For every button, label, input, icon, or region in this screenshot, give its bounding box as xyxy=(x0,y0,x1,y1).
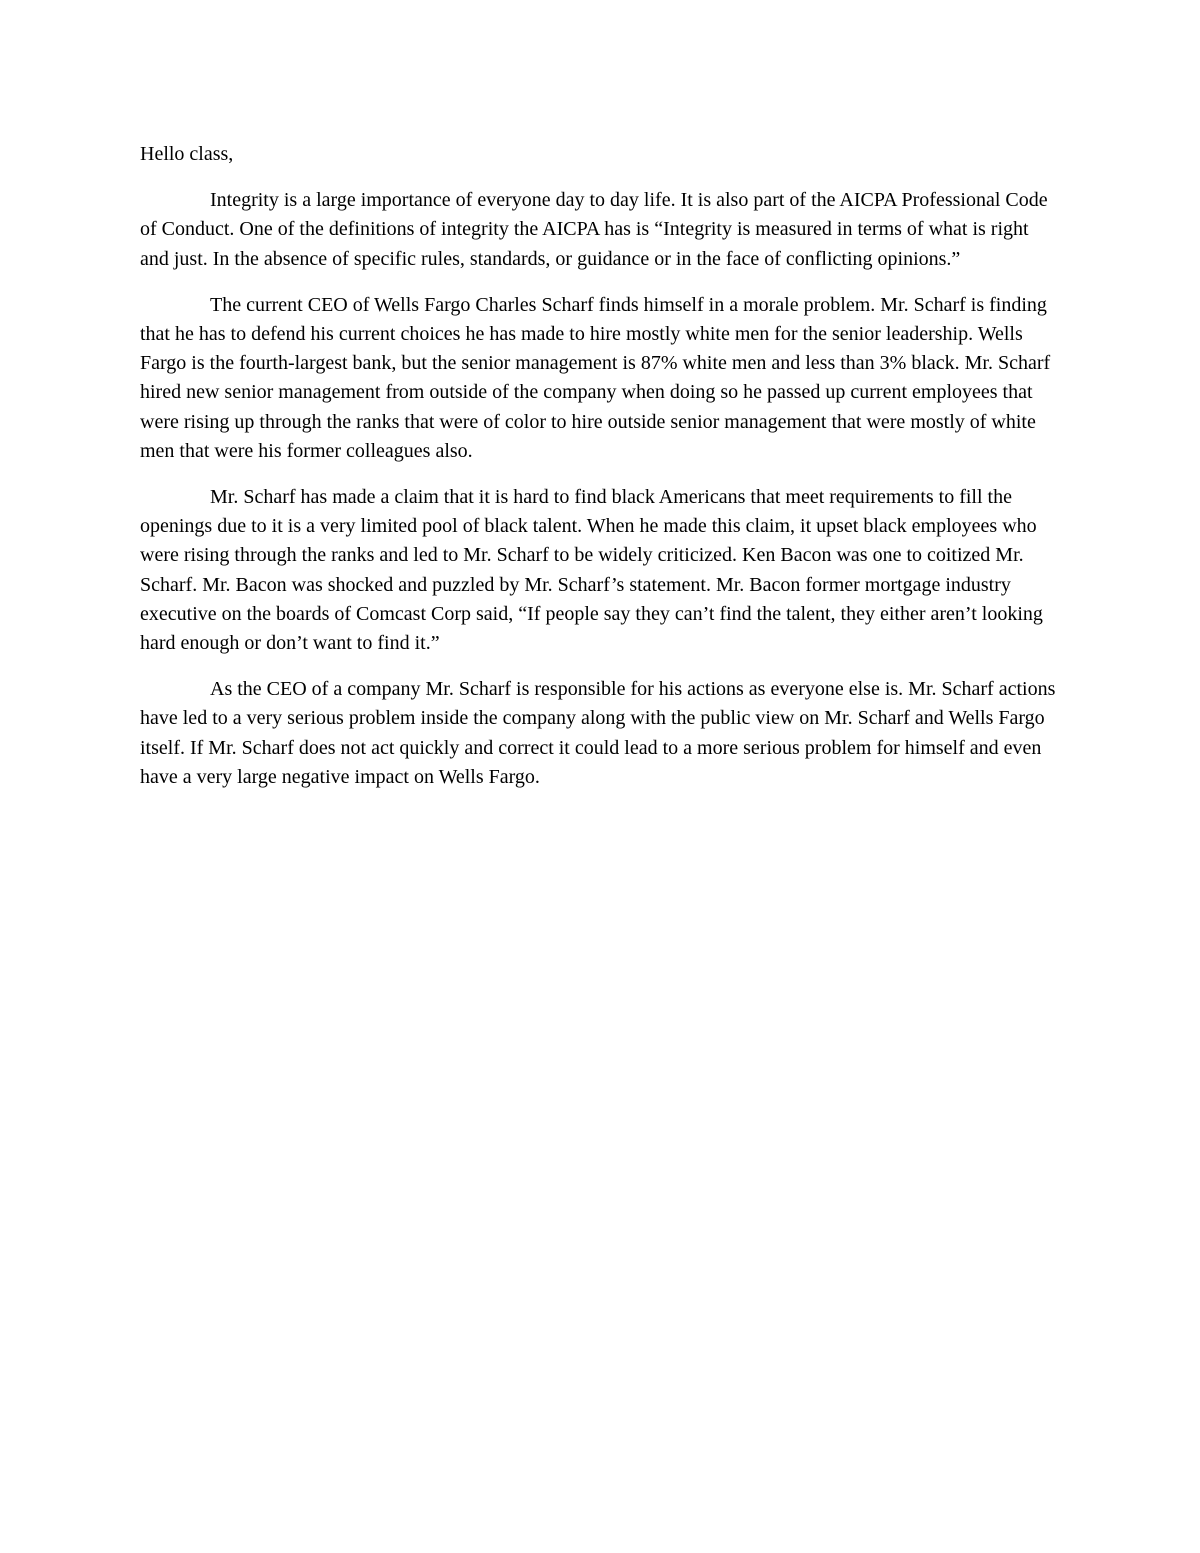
paragraph-talent-claim: Mr. Scharf has made a claim that it is hard to find black Americans that meet requirements to fill the openings due to it is a very limited pool of black talent. When he made this claim, it upset black employees who were rising through the ranks and led to Mr. Scharf to be widely criticized. Ken Bacon was one to coitized Mr. Scharf. Mr. Bacon was shocked and puzzled by Mr. Scharf’s statement. Mr. Bacon former mortgage industry executive on the boards of Comcast Corp said, “If people say they can’t find the talent, they either aren’t looking hard enough or don’t want to find it.” xyxy=(140,486,1043,655)
greeting: Hello class, xyxy=(140,143,234,165)
document-body xyxy=(140,140,1060,809)
paragraph-integrity: Integrity is a large importance of everyone day to day life. It is also part of the AICPA Professional Code of Conduct. One of the definitions of integrity the AICPA has is “Integrity is measured in terms of what is right and just. In the absence of specific rules, standards, or guidance or in the face of conflicting opinions.” xyxy=(140,189,1048,270)
paragraph-ceo-morale: The current CEO of Wells Fargo Charles Scharf finds himself in a morale problem. Mr. Scharf is finding that he has to defend his current choices he has made to hire mostly white men for the senior leadership. Wells Fargo is the fourth-largest bank, but the senior management is 87% white men and less than 3% black. Mr. Scharf hired new senior management from outside of the company when doing so he passed up current employees that were rising up through the ranks that were of color to hire outside senior management that were mostly of white men that were his former colleagues also. xyxy=(140,293,1051,462)
paragraph-responsibility: As the CEO of a company Mr. Scharf is responsible for his actions as everyone else is. Mr. Scharf actions have led to a very serious problem inside the company along with the public view on Mr. Scharf and Wells Fargo itself. If Mr. Scharf does not act quickly and correct it could lead to a more serious problem for himself and even have a very large negative impact on Wells Fargo. xyxy=(140,678,1056,788)
